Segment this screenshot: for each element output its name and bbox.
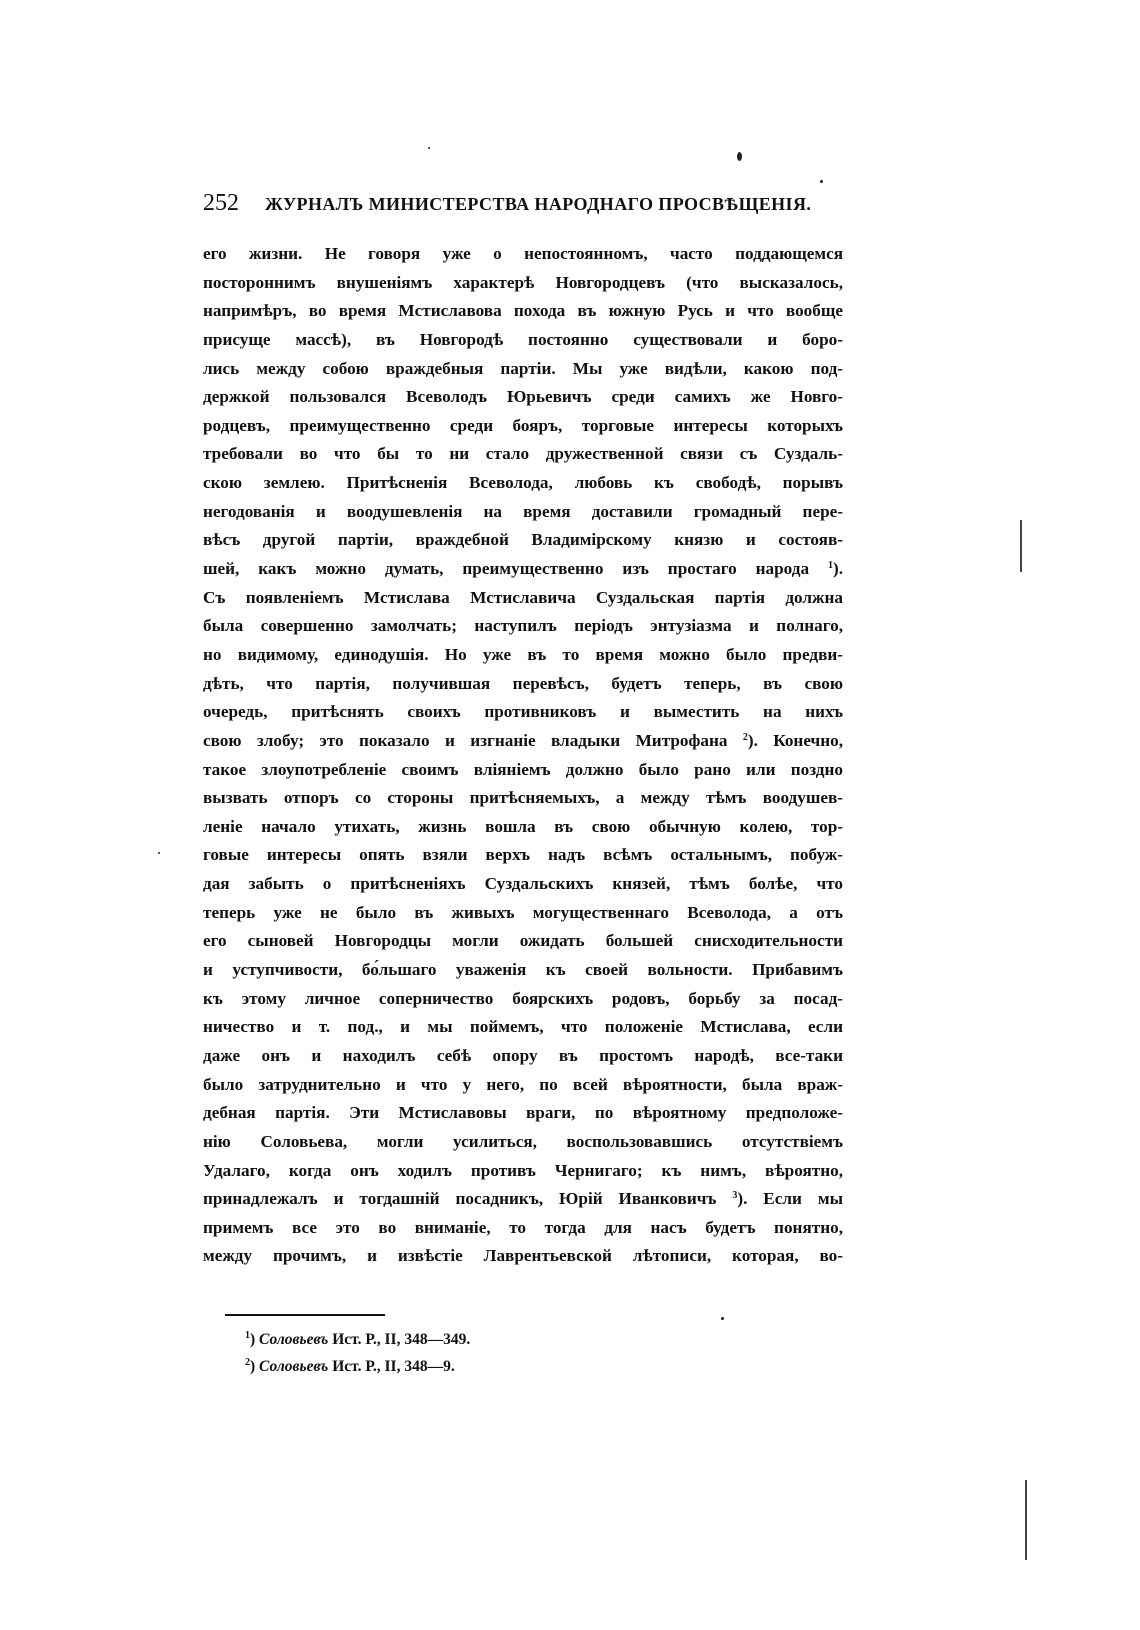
footnote-citation: Ист. Р., II, 348—9. <box>332 1358 455 1375</box>
text-line: была совершенно замолчать; наступилъ періодъ энтузіазма и полнаго, <box>203 616 843 636</box>
text-line: дая забыть о притѣсненіяхъ Суздальскихъ князей, тѣмъ болѣе, что <box>203 874 843 894</box>
text-line: его сыновей Новгородцы могли ожидать большей снисходительности <box>203 931 843 951</box>
footnote-ref[interactable]: 2 <box>742 731 748 743</box>
body-text <box>203 240 843 1271</box>
text-line: его жизни. Не говоря уже о непостоянномъ, часто поддающемся <box>203 244 843 263</box>
footnote-ref[interactable]: 1 <box>827 560 833 572</box>
scan-speck <box>721 1317 724 1320</box>
text-line: Съ появленіемъ Мстислава Мстиславича Суздальская партія должна <box>203 587 843 607</box>
text-line: дѣть, что партія, получившая перевѣсъ, будетъ теперь, въ свою <box>203 673 843 693</box>
text-line: дебная партія. Эти Мстиславовы враги, по вѣроятному предположе- <box>203 1103 843 1123</box>
scan-speck <box>428 147 430 149</box>
footnotes <box>245 1326 745 1380</box>
text-line: даже онъ и находилъ себѣ опору въ простомъ народѣ, все-таки <box>203 1045 843 1065</box>
footnote-citation: Ист. Р., II, 348—349. <box>332 1331 471 1348</box>
text-line: но видимому, единодушія. Но уже въ то время можно было предви- <box>203 644 843 664</box>
text-line: лись между собою враждебныя партіи. Мы уже видѣли, какою под- <box>203 358 843 378</box>
scan-speck <box>820 180 823 183</box>
text-line: и уступчивости, бо́льшаго уваженія къ своей вольности. Прибавимъ <box>203 960 843 980</box>
scan-margin-mark <box>1025 1480 1027 1560</box>
text-line <box>203 1185 843 1214</box>
scan-speck <box>737 152 742 161</box>
text-line: примемъ все это во вниманіе, то тогда для насъ будетъ понятно, <box>203 1217 843 1237</box>
text-line-part: свою злобу; это показало и изгнаніе владыки Митрофана <box>203 730 728 750</box>
text-line: леніе начало утихать, жизнь вошла въ свою обычную колею, тор- <box>203 816 843 836</box>
text-line: нію Соловьева, могли усилиться, воспользовавшись отсутствіемъ <box>203 1131 843 1151</box>
page-number: 252 <box>203 190 239 216</box>
running-head: ЖУРНАЛЪ МИНИСТЕРСТВА НАРОДНАГО ПРОСВѢЩЕНІЯ. <box>265 194 812 214</box>
text-line: постороннимъ внушеніямъ характерѣ Новгородцевъ (что высказалось, <box>203 272 843 292</box>
footnote-ref[interactable]: 3 <box>732 1190 738 1202</box>
text-line-part: шей, какъ можно думать, преимущественно изъ простаго народа <box>203 559 810 579</box>
text-line: ничество и т. под., и мы поймемъ, что положеніе Мстислава, если <box>203 1017 843 1037</box>
text-line: негодованія и воодушевленія на время доставили громадный пере- <box>203 501 843 521</box>
text-line: теперь уже не было въ живыхъ могущественнаго Всеволода, а отъ <box>203 902 843 922</box>
footnote-mark-close: ) <box>250 1358 256 1375</box>
footnote-mark: 2 <box>245 1357 250 1368</box>
text-line: вѣсъ другой партіи, враждебной Владимірскому князю и состояв- <box>203 530 843 550</box>
text-line: между прочимъ, и извѣстіе Лаврентьевской лѣтописи, которая, во- <box>203 1246 843 1266</box>
text-line: требовали во что бы то ни стало дружественной связи съ Суздаль- <box>203 444 843 464</box>
text-line: Удалаго, когда онъ ходилъ противъ Чернигаго; къ нимъ, вѣроятно, <box>203 1160 843 1180</box>
text-line: напримѣръ, во время Мстиславова похода въ южную Русь и что вообще <box>203 301 843 321</box>
footnote-author: Соловьевъ <box>259 1358 329 1375</box>
text-line: такое злоупотребленіе своимъ вліяніемъ должно было рано или поздно <box>203 759 843 779</box>
text-line: говые интересы опять взяли верхъ надъ всѣмъ остальнымъ, побуж- <box>203 845 843 865</box>
text-line-part: ). <box>832 559 843 579</box>
text-line: родцевъ, преимущественно среди бояръ, торговые интересы которыхъ <box>203 415 843 435</box>
text-line: къ этому личное соперничество боярскихъ родовъ, борьбу за посад- <box>203 988 843 1008</box>
text-line <box>203 555 843 584</box>
text-line-part: ). Если мы <box>737 1189 843 1209</box>
footnote-mark-close: ) <box>250 1331 256 1348</box>
text-line: держкой пользовался Всеволодъ Юрьевичъ среди самихъ же Новго- <box>203 387 843 407</box>
text-line: скою землею. Притѣсненія Всеволода, любовь къ свободѣ, порывъ <box>203 473 843 493</box>
footnote-author: Соловьевъ <box>259 1331 329 1348</box>
text-line: присуще массѣ), въ Новгородѣ постоянно существовали и боро- <box>203 329 843 349</box>
text-line <box>203 727 843 756</box>
page-header <box>203 190 843 217</box>
text-line-part: принадлежалъ и тогдашній посадникъ, Юрій Иванковичъ <box>203 1189 717 1209</box>
footnote-mark: 1 <box>245 1330 250 1341</box>
scan-margin-mark <box>1020 520 1022 572</box>
scan-speck <box>158 852 160 854</box>
text-line-part: ). Конечно, <box>747 730 843 750</box>
footnote-separator <box>225 1314 385 1316</box>
text-line: очередь, притѣснять своихъ противниковъ и выместить на нихъ <box>203 702 843 722</box>
footnote <box>245 1353 745 1380</box>
footnote <box>245 1326 745 1353</box>
text-line: вызвать отпоръ со стороны притѣсняемыхъ, а между тѣмъ воодушев- <box>203 788 843 808</box>
text-line: было затруднительно и что у него, по всей вѣроятности, была враж- <box>203 1074 843 1094</box>
